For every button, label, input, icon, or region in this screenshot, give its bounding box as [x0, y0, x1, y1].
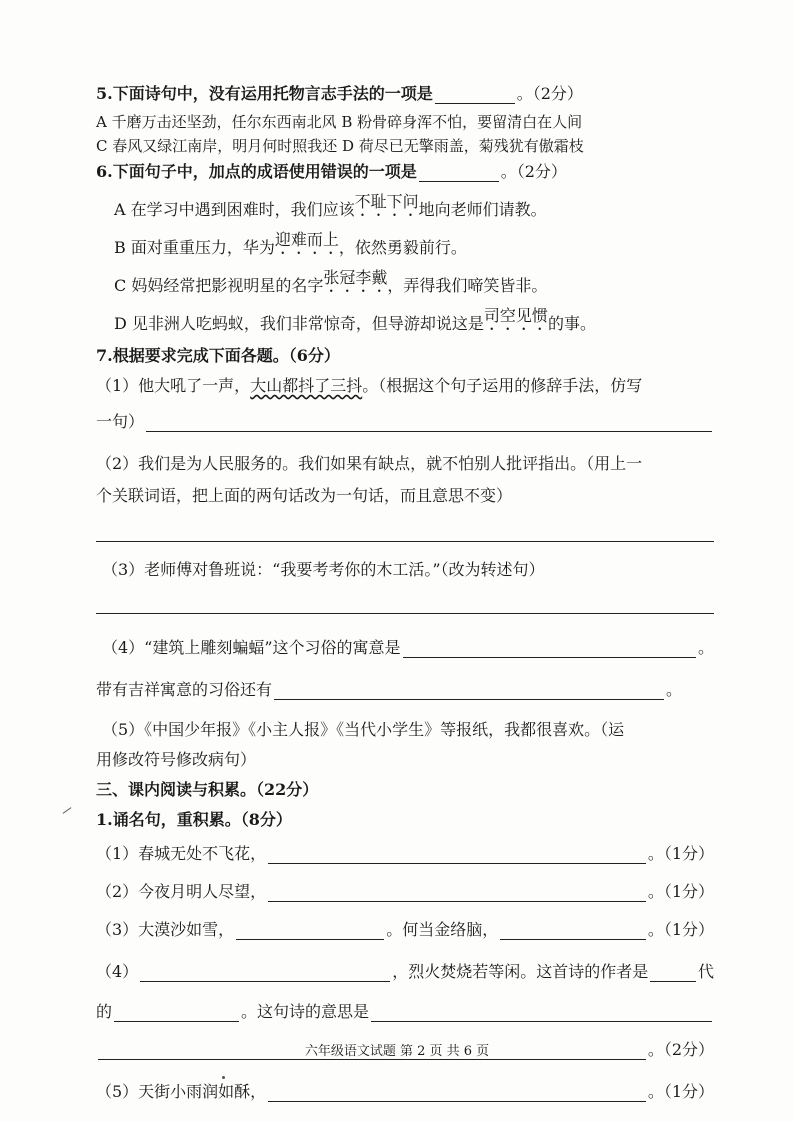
- q6-option-c: C 妈妈经常把影视明星的名字 张冠李戴 ，弄得我们啼笑皆非。: [114, 268, 548, 295]
- poem-4-author: 的 。这句诗的意思是: [96, 1002, 714, 1022]
- q7-1-prompt: （1）他大吼了一声， 大山都抖了三抖 。（根据这个句子运用的修辞手法，仿写: [96, 376, 643, 395]
- q6-option-b: B 面对重重压力，华为 迎难而上 ，依然勇毅前行。: [114, 230, 467, 257]
- q7-5-line1: （5）《中国少年报》《小主人报》《当代小学生》等报纸，我都很喜欢。（运: [102, 720, 625, 739]
- q7-3-answer-line[interactable]: [96, 612, 714, 614]
- poem-3: （3）大漠沙如雪， 。何当金络脑， 。（1分）: [96, 920, 714, 939]
- q7-2-line1: （2）我们是为人民服务的。我们如果有缺点，就不怕别人批评指出。（用上一: [96, 454, 643, 473]
- q7-2-line2: 个关联词语，把上面的两句话改为一句话，而且意思不变）: [96, 486, 513, 505]
- poem-1: （1）春城无处不飞花， 。（1分）: [96, 844, 714, 863]
- poem-4-blank-1[interactable]: [140, 965, 390, 982]
- section-3-title: 三、课内阅读与积累。（22分）: [96, 780, 319, 799]
- q5-options-cd: C 春风又绿江南岸，明月何时照我还 D 荷尽已无擎雨盖，菊残犹有傲霜枝: [96, 137, 584, 155]
- poem-1-blank[interactable]: [268, 847, 646, 864]
- q6-option-a: A 在学习中遇到困难时，我们应该 不耻下问 地向老师们请教。: [114, 192, 547, 219]
- q6-option-d: D 见非洲人吃蚂蚁，我们非常惊奇，但导游却说这是 司空见惯 的事。: [114, 306, 596, 333]
- scan-mark: [63, 807, 72, 814]
- scan-dot: [222, 1076, 225, 1079]
- q7-4-prompt: （4）“建筑上雕刻蝙蝠”这个习俗的寓意是 。: [102, 638, 714, 657]
- q7-4-followup: 带有吉祥寓意的习俗还有 。: [96, 680, 683, 699]
- poem-2: （2）今夜月明人尽望， 。（1分）: [96, 882, 714, 901]
- q6-answer-blank[interactable]: [419, 165, 499, 182]
- q7-stem: 7.根据要求完成下面各题。（6分）: [96, 346, 340, 365]
- poem-4-meaning-blank[interactable]: [371, 1005, 712, 1022]
- q7-1-answer-line[interactable]: [146, 415, 712, 432]
- q5-options-ab: A 千磨万击还坚劲，任尔东西南北风 B 粉骨碎身浑不怕，要留清白在人间: [96, 113, 583, 131]
- q7-2-answer-line[interactable]: [96, 540, 714, 542]
- poem-3-blank-2[interactable]: [500, 923, 646, 940]
- poem-4-dynasty-blank[interactable]: [650, 965, 696, 982]
- poem-5: （5）天街小雨润如酥， 。（1分）: [96, 1082, 714, 1101]
- poem-2-blank[interactable]: [268, 885, 646, 902]
- q7-1-continued: 一句）: [96, 412, 714, 432]
- poem-4: （4） ，烈火焚烧若等闲。这首诗的作者是 代: [96, 962, 714, 981]
- poem-3-blank-1[interactable]: [236, 923, 384, 940]
- q6-stem: 6.下面句子中，加点的成语使用错误的一项是 。（2分）: [96, 162, 567, 181]
- poem-5-blank[interactable]: [268, 1085, 646, 1102]
- q7-4-customs-blank[interactable]: [274, 683, 664, 700]
- q7-3-prompt: （3）老师傅对鲁班说：“我要考考你的木工活。”（改为转述句）: [102, 560, 545, 579]
- sec3-q1-stem: 1.诵名句，重积累。（8分）: [96, 810, 292, 829]
- q7-5-line2: 用修改符号修改病句）: [96, 750, 257, 769]
- q7-4-answer-blank[interactable]: [403, 641, 696, 658]
- poem-4-meaning-cont: 。（2分）: [96, 1040, 714, 1060]
- poem-4-author-blank[interactable]: [114, 1005, 239, 1022]
- page-footer: 六年级语文试题 第 2 页 共 6 页: [304, 1044, 490, 1059]
- q5-stem: 5.下面诗句中，没有运用托物言志手法的一项是 。（2分）: [96, 84, 583, 103]
- q5-answer-blank[interactable]: [435, 87, 515, 104]
